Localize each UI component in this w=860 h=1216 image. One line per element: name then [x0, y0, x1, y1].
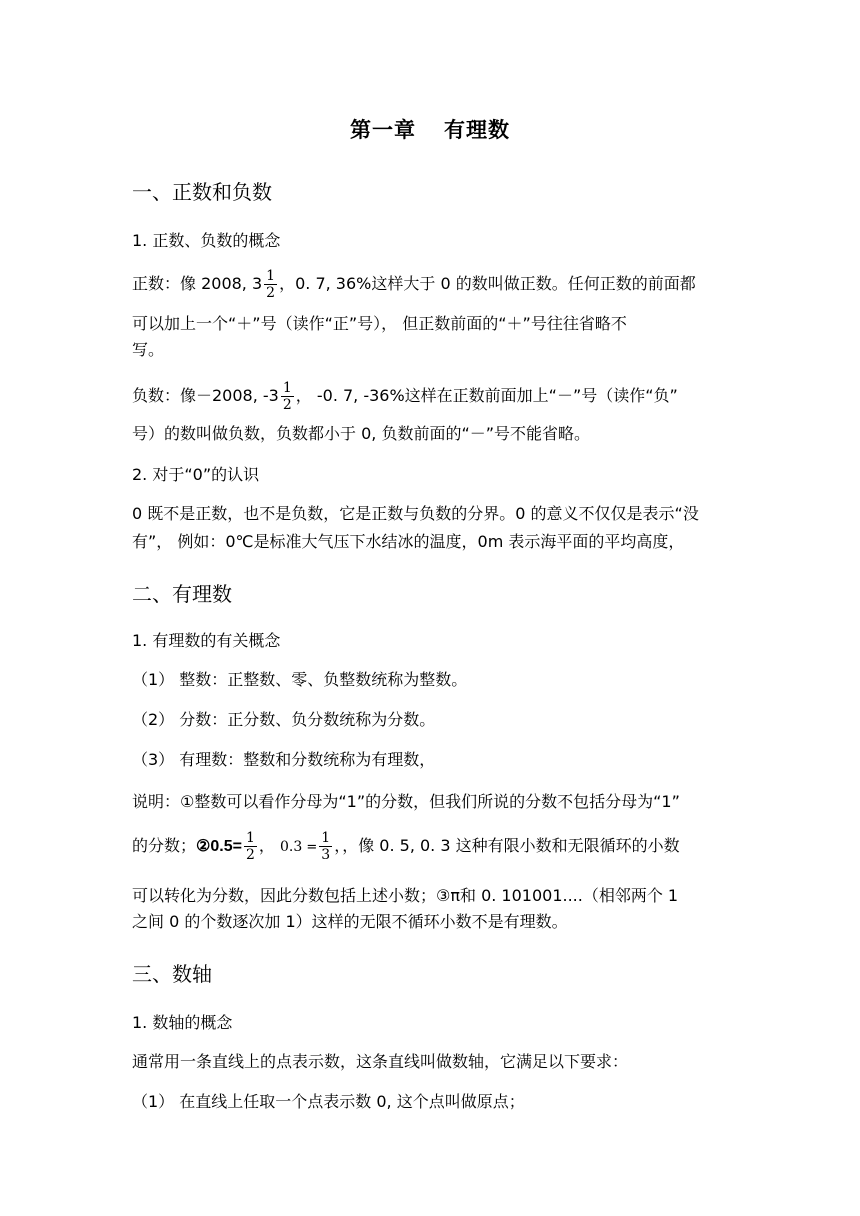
zero-paragraph-line2: 有”， 例如：0℃是标准大气压下水结冰的温度，0m 表示海平面的平均高度， — [132, 532, 685, 551]
list-item: （3） 有理数：整数和分数统称为有理数， — [132, 750, 436, 769]
subheading-3-1: 1. 数轴的概念 — [132, 1013, 233, 1032]
fraction: $\frac{1}{2}$ — [245, 830, 255, 863]
zero-paragraph-line1: 0 既不是正数，也不是负数，它是正数与负数的分界。0 的意义不仅仅是表示“没 — [132, 504, 699, 523]
positive-paragraph-line3: 写。 — [132, 340, 165, 359]
chapter-title: 第一章 有理数 — [350, 118, 510, 142]
subheading-1-1: 1. 正数、负数的概念 — [132, 231, 281, 250]
positive-paragraph-line2: 可以加上一个“＋”号（读作“正”号）， 但正数前面的“＋”号往往省略不 — [132, 314, 627, 333]
note-line1: 说明：①整数可以看作分母为“1”的分数，但我们所说的分数不包括分母为“1” — [132, 792, 680, 811]
note-line3: 可以转化为分数，因此分数包括上述小数；③π和 0. 101001....（相邻两个 1 — [132, 886, 679, 905]
negative-paragraph-line1: 负数：像－2008, -3 $\frac{1}{2}$ ， -0. 7, -36%这样在正数前面加上“－”号（读作“负” — [132, 380, 678, 413]
list-item: （1） 整数：正整数、零、负整数统称为整数。 — [132, 670, 468, 689]
section-heading-2: 二、有理数 — [132, 582, 232, 606]
negative-paragraph-line2: 号）的数叫做负数，负数都小于 0, 负数前面的“－”号不能省略。 — [132, 424, 591, 443]
subheading-1-2: 2. 对于“0”的认识 — [132, 465, 260, 484]
note-line2: 的分数；②0.5= $\frac{1}{2}$ ， 0.3 = $\frac{1}{3}$ ，，像 0. 5, 0. 3 这种有限小数和无限循环的小数 — [132, 830, 680, 863]
fraction: $\frac{1}{2}$ — [282, 380, 292, 413]
positive-paragraph-line1: 正数：像 2008, 3 $\frac{1}{2}$ ，0. 7, 36%这样大于 0 的数叫做正数。任何正数的前面都 — [132, 268, 696, 301]
fraction: $\frac{1}{3}$ — [321, 830, 331, 863]
fraction: $\frac{1}{2}$ — [266, 268, 276, 301]
note-line4: 之间 0 的个数逐次加 1）这样的无限不循环小数不是有理数。 — [132, 912, 568, 931]
list-item: （1） 在直线上任取一个点表示数 0, 这个点叫做原点； — [132, 1092, 525, 1111]
section-heading-3: 三、数轴 — [132, 962, 212, 986]
subheading-2-1: 1. 有理数的有关概念 — [132, 631, 281, 650]
list-item: （2） 分数：正分数、负分数统称为分数。 — [132, 710, 436, 729]
section-heading-1: 一、正数和负数 — [132, 180, 272, 204]
axis-paragraph: 通常用一条直线上的点表示数，这条直线叫做数轴，它满足以下要求： — [132, 1052, 629, 1071]
